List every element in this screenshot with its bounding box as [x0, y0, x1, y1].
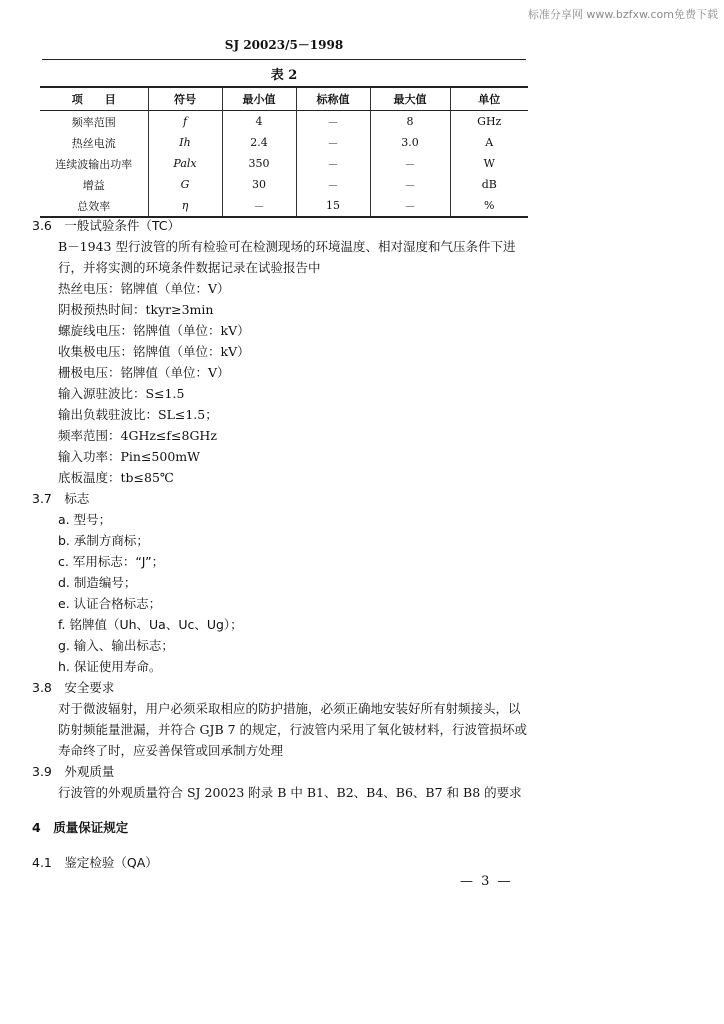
table-row	[40, 132, 528, 153]
table-cell: Palx	[148, 153, 222, 174]
condition-item: 收集极电压：铭牌值（单位：kV）	[58, 344, 250, 359]
table-cell: 频率范围	[40, 111, 148, 133]
table-cell: GHz	[450, 111, 528, 133]
marking-item: d. 制造编号；	[58, 575, 137, 590]
section-4-1-heading: 4.1 鉴定检验（QA）	[32, 855, 158, 870]
column-header-min: 最小值	[222, 87, 296, 111]
table-cell: 15	[296, 195, 370, 217]
section-3-7-heading: 3.7 标志	[32, 491, 90, 506]
table-cell: 3.0	[370, 132, 450, 153]
document-header: SJ 20023/5－1998	[42, 36, 526, 60]
table-cell: －	[296, 132, 370, 153]
condition-item: 输入功率：Pin≤500mW	[58, 449, 200, 464]
marking-item: f. 铭牌值（Uh、Ua、Uc、Ug）；	[58, 617, 243, 632]
table-cell: A	[450, 132, 528, 153]
table-cell: 总效率	[40, 195, 148, 217]
table-cell: 2.4	[222, 132, 296, 153]
table-cell: 30	[222, 174, 296, 195]
table-caption: 表 2	[270, 68, 298, 83]
table-cell: －	[222, 195, 296, 217]
table-cell: 热丝电流	[40, 132, 148, 153]
page-number: — 3 —	[460, 874, 513, 889]
table-cell: －	[296, 111, 370, 133]
table-cell: －	[370, 174, 450, 195]
condition-item: 栅极电压：铭牌值（单位：V）	[58, 365, 230, 380]
marking-item: a. 型号；	[58, 512, 112, 527]
table-row	[40, 111, 528, 133]
section-3-9-heading: 3.9 外观质量	[32, 764, 115, 779]
table-cell: η	[148, 195, 222, 217]
condition-item: 输入源驻波比：S≤1.5	[58, 386, 185, 401]
column-header-unit: 单位	[450, 87, 528, 111]
condition-item: 底板温度：tb≤85℃	[58, 470, 174, 485]
condition-item: 阴极预热时间：tkyr≥3min	[58, 302, 214, 317]
section-3-6-paragraph: B－1943 型行波管的所有检验可在检测现场的环境温度、相对湿度和气压条件下进行，并将实测的环境条件数据记录在试验报告中	[58, 239, 516, 275]
table-cell: W	[450, 153, 528, 174]
table-cell: －	[296, 153, 370, 174]
marking-item: c. 军用标志：“J”；	[58, 554, 165, 569]
column-header-nominal: 标称值	[296, 87, 370, 111]
table-cell: 350	[222, 153, 296, 174]
marking-item: g. 输入、输出标志；	[58, 638, 174, 653]
table-row	[40, 153, 528, 174]
table-cell: 8	[370, 111, 450, 133]
condition-item: 输出负载驻波比：SL≤1.5；	[58, 407, 218, 422]
document-body	[32, 215, 532, 873]
section-3-8-paragraph: 对于微波辐射，用户必须采取相应的防护措施，必须正确地安装好所有射频接头，以防射频能量泄漏，并符合 GJB 7 的规定，行波管内采用了氧化铍材料，行波管损坏或寿命终了时，应妥善保管或回承制方处理	[58, 701, 528, 758]
section-3-8-heading: 3.8 安全要求	[32, 680, 115, 695]
table-cell: －	[296, 174, 370, 195]
table-row	[40, 195, 528, 217]
table-cell: f	[148, 111, 222, 133]
marking-item: b. 承制方商标；	[58, 533, 149, 548]
table-cell: G	[148, 174, 222, 195]
condition-item: 螺旋线电压：铭牌值（单位：kV）	[58, 323, 250, 338]
table-cell: －	[370, 153, 450, 174]
table-cell: 增益	[40, 174, 148, 195]
spec-table	[40, 86, 528, 218]
column-header-symbol: 符号	[148, 87, 222, 111]
watermark-text: 标准分享网 www.bzfxw.com免费下载	[527, 8, 718, 21]
marking-item: h. 保证使用寿命。	[58, 659, 162, 674]
table-cell: 连续波输出功率	[40, 153, 148, 174]
condition-item: 频率范围：4GHz≤f≤8GHz	[58, 428, 217, 443]
table-header-row	[40, 87, 528, 111]
section-4-heading: 4 质量保证规定	[32, 820, 129, 835]
section-3-9-paragraph: 行波管的外观质量符合 SJ 20023 附录 B 中 B1、B2、B4、B6、B7 和 B8 的要求	[58, 785, 522, 800]
table-cell: 4	[222, 111, 296, 133]
table-cell: dB	[450, 174, 528, 195]
section-3-6-heading: 3.6 一般试验条件（TC）	[32, 218, 181, 233]
column-header-max: 最大值	[370, 87, 450, 111]
table-cell: Ih	[148, 132, 222, 153]
table-cell: %	[450, 195, 528, 217]
marking-item: e. 认证合格标志；	[58, 596, 162, 611]
column-header-item: 项 目	[40, 87, 148, 111]
condition-item: 热丝电压：铭牌值（单位：V）	[58, 281, 230, 296]
table-row	[40, 174, 528, 195]
table-cell: －	[370, 195, 450, 217]
